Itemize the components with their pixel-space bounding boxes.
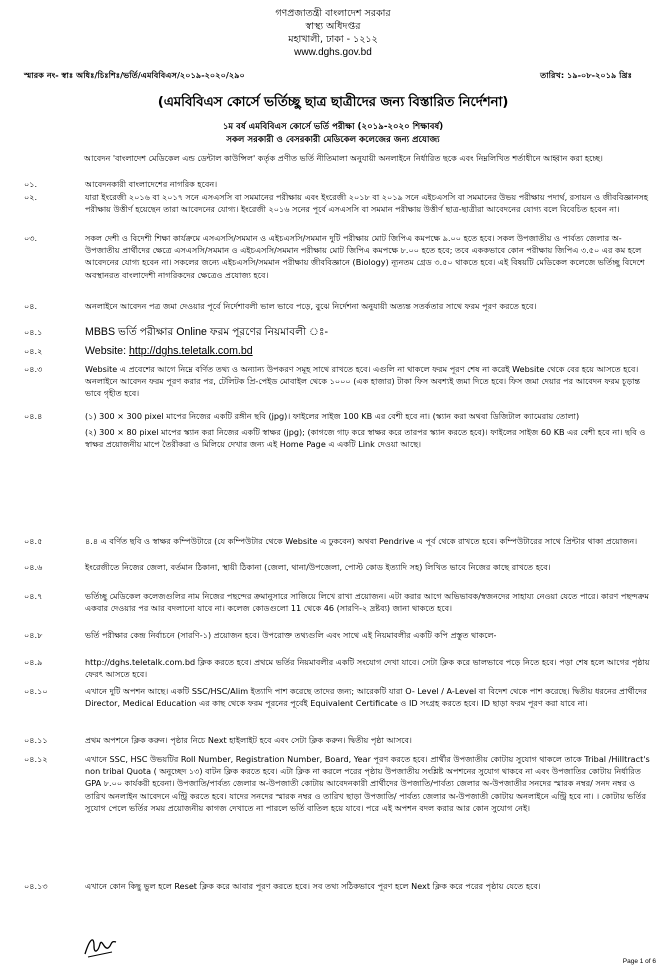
item-number: ০৪.৩ — [24, 364, 43, 374]
item-number: ০৪.৬ — [24, 562, 43, 572]
item-text: এখানে দুটি অপশন আছে। একটি SSC/HSC/Alim ইত্যাদি পাশ করেছে তাদের জন্য; আরেকটি যারা O- Level / A-Level বা বিদেশ থেকে পাশ করেছে। দ্বিতীয় ধরনের প্রার্থীদের Director, Medical Education এর কাছ থেকে ফরম পূরনের পূর্বেই Equivalent Certificate ও ID সংগ্রহ করতে হবে। ID ছাড়া ফরম পূরণ করা যাবে না। — [85, 686, 647, 709]
item-text: Website এ প্রবেশের আগে নিম্নে বর্ণিত তথ্য ও অন্যান্য উপকরণ সমূহ সাথে রাখতে হবে। এগুলি না থাকলে ফরম পূরণ শেষ না করেই Website থেকে বের হয়ে আসতে হবে। অনলাইনে আবেদন ফরম পূরণ করার পর, টেলিটক প্রি-পেইড মোবাইল থেকে ১০০০ (এক হাজার) টাকা ফিস অবশ্যই জমা দিতে হবে। ফিস জমা দেয়ার পর আবেদন ফরম চূড়ান্ত ভাবে গৃহীত হবে। — [85, 364, 641, 399]
item-number: ০৪.৫ — [24, 536, 43, 546]
item-number: ০৩. — [24, 233, 38, 243]
item-number: ০৪.১৩ — [24, 881, 48, 891]
item-text: যারা ইংরেজী ২০১৬ বা ২০১৭ সনে এসএসসি বা সমমানের পরীক্ষায় এবং ইংরেজী ২০১৮ বা ২০১৯ সনে এইচএসসি বা সমমানের উভয় পরীক্ষায় পদার্থ, রসায়ন ও জীববিজ্ঞানসহ পরীক্ষায় উত্তীর্ণ হয়েছেন তারা আবেদনের যোগ্য। ইংরেজী ২০১৬ সনের পূর্বে এসএসসি বা সমমান পরীক্ষায় উত্তীর্ণ ছাত্র-ছাত্রীরা আবেদনের যোগ্য বলে বিবেচিত হবেন না। — [85, 192, 649, 215]
item-number: ০৪.২ — [24, 346, 43, 356]
item-text: ৪.৪ এ বর্ণিত ছবি ও স্বাক্ষর কম্পিউটারে (যে কম্পিউটার থেকে Website এ ঢুকবেন) অথবা Pendrive এ পূর্ব থেকে রাখতে হবে। কম্পিউটারের সাথে প্রিন্টার থাকা প্রয়োজন। — [85, 536, 638, 546]
item-number: ০৪.৮ — [24, 630, 43, 640]
header-address: মহাখালী, ঢাকা - ১২১২ — [288, 34, 378, 45]
document-subtitle-scope: সকল সরকারী ও বেসরকারী মেডিকেল কলেজের জন্য প্রযোজ্য — [226, 135, 440, 145]
item-text: আবেদনকারী বাংলাদেশের নাগরিক হবেন। — [85, 179, 218, 189]
handwritten-initials — [82, 932, 122, 960]
item-number: ০৪.১১ — [24, 735, 48, 745]
item-number: ০৪.১২ — [24, 754, 48, 764]
item-number: ০৪. — [24, 301, 38, 311]
photo-requirement: (১) 300 × 300 pixel মাপের নিজের একটি রঙ্গীন ছবি (jpg)। ফাইলের সাইজ 100 KB এর বেশী হবে না। (স্ক্যান করা অথবা ডিজিটাল ক্যামেরায় তোলা) — [85, 411, 580, 421]
document-subtitle: ১ম বর্ষ এমবিবিএস কোর্সে ভর্তি পরীক্ষা (২০১৯-২০২০ শিক্ষাবর্ষ) — [222, 122, 444, 132]
intro-paragraph: আবেদন 'বাংলাদেশ মেডিকেল এন্ড ডেন্টাল কাউন্সিল' কর্তৃক প্রণীত ভর্তি নীতিমালা অনুযায়ী অনলাইনে নির্ধারিত ছকে এবং নিম্নলিখিত শর্তাধীনে আহ্বান করা হচ্ছে। — [84, 153, 603, 163]
header-government: গণপ্রজাতন্ত্রী বাংলাদেশ সরকার — [275, 8, 391, 19]
item-text: ভর্তিচ্ছু মেডিকেল কলেজগুলির নাম নিজের পছন্দের ক্রমানুসারে সাজিয়ে লিখে রাখা প্রয়োজন। এটা করার আগে অভিভাবক/স্বজনদের সাহায্য নেওয়া যেতে পারে। কারণ পছন্দক্রম একবার দেওয়ার পর আর বদলানো যাবে না। কলেজ কোডগুলো 11 থেকে 46 (সারণি-২ দ্রষ্টব্য) জানা থাকতে হবে। — [85, 591, 650, 614]
item-text: http://dghs.teletalk.com.bd ক্লিক করতে হবে। প্রথমে ভর্তির নিয়মাবলীর একটি সংযোগ দেখা যাবে। সেটা ক্লিক করে ভালভাবে পড়ে নিতে হবে। পড়া শেষ হলে আগের পৃষ্ঠায় ফেরৎ আসতে হবে। — [85, 657, 650, 680]
item-number: ০৪.৭ — [24, 591, 43, 601]
item-text: সকল দেশী ও বিদেশী শিক্ষা কার্যক্রমে এসএসসি/সমমান ও এইচএসসি/সমমান দুটি পরীক্ষায় মোট জিপিএ কমপক্ষে ৯.০০ হতে হবে। সকল উপজাতীয় ও পার্বত্য জেলার অ-উপজাতীয় প্রার্থীদের ক্ষেত্রে এসএসসি/সমমান ও এইচএসসি/সমমান পরীক্ষায় মোট জিপিএ কমপক্ষে ৮.০০ হতে হবে; তবে এককভাবে কোন পরীক্ষায় জিপিএ ৩.৫০ এর কম হলে আবেদনের যোগ্য হবেন না। সকলের জন্যে এইচএসসি/সমমান পরীক্ষায় জীববিজ্ঞানে (Biology) ন্যূনতম গ্রেড ৩.৫০ থাকতে হবে। এই বিষয়টি মেডিকেল কলেজে ভর্তিচ্ছু বিদেশে অবস্থানরত বাংলাদেশী নাগরিকদের ক্ষেত্রেও প্রযোজ্য হবে। — [85, 233, 645, 280]
website-link[interactable]: http://dghs.teletalk.com.bd — [128, 345, 253, 357]
memo-date: তারিখ: ১৯-০৮-২০১৯ খ্রিঃ — [540, 70, 632, 80]
signature-requirement: (২) 300 × 80 pixel মাপের স্ক্যান করা নিজের একটি স্বাক্ষর (jpg); (কাগজে গাঢ় করে স্বাক্ষর করে তারপর স্ক্যান করতে হবে)। ফাইলের সাইজ 60 KB এর বেশী হবে না। ছবি ও স্বাক্ষর প্রয়োজনীয় মাপে তৈরীকরা ও মিলিয়ে দেখার জন্য এই Home Page এ একটি Link দেওয়া আছে। — [85, 427, 646, 450]
item-text: অনলাইনে আবেদন পত্র জমা দেওয়ার পূর্বে নির্দেশাবলী ভাল ভাবে পড়ে, বুঝে নির্দেশনা অনুযায়ী অত্যন্ত সতর্কতার সাথে ফরম পূরণ করতে হবে। — [85, 301, 537, 311]
document-title: (এমবিবিএস কোর্সে ভর্তিচ্ছু ছাত্র ছাত্রীদের জন্য বিস্তারিত নির্দেশনা) — [157, 94, 509, 110]
item-text: প্রথম অপশনে ক্লিক করুন। পৃষ্ঠার নিচে Next হাইলাইট হবে এবং সেটা ক্লিক করুন। দ্বিতীয় পৃষ্ঠা আসবে। — [85, 735, 412, 745]
item-text: MBBS ভর্তি পরীক্ষার Online ফরম পূরণের নিয়মাবলী ঃ- — [85, 326, 329, 338]
page-number: Page 1 of 6 — [622, 958, 656, 965]
item-text: এখানে SSC, HSC উভয়টির Roll Number, Registration Number, Board, Year পূরণ করতে হবে। প্রার্থীর উপজাতীয় কোটায় সুযোগ থাকলে তাকে Tribal /Hilltract's non tribal Quota ( অনুচ্ছেদ ১৩) বাটন ক্লিক করতে হবে। এটা ক্লিক না করলে পরের পৃষ্ঠায় উপজাতীয় সংশ্লিষ্ট অপশনের সুযোগ থাকবে না এবং উপজাতির কোটায় নির্ধারিত GPA ৮.০০ কার্যকরী হবেনা। উপজাতি/পার্বত্য জেলার অ-উপজাতী কোটায় আবেদনকারী প্রার্থীদের উপজাতি/পার্বত্য জেলার অ-উপজাতীর সনদের স্মারক নম্বর/ সনদ নম্বর ও তারিখ অনলাইন আবেদনে এন্ট্রি করতে হবে। যাদের সনদের স্মারক নম্বর ও তারিখ ছাড়া উপজাতি/ পার্বত্য জেলার অ-উপজাতী কোটায় অনলাইনে এন্ট্রি হবে না। । কোটায় ভর্তির সুযোগ পেলে ভর্তির সময় প্রয়োজনীয় কাগজ দেখাতে না পারলে ভর্তি বাতিল হয়ে যাবে। পরে এই অপশন বদল করার আর কোন সুযোগ নেই। — [85, 754, 650, 813]
header-website: www.dghs.gov.bd — [294, 47, 372, 58]
header-directorate: স্বাস্থ্য অধিদপ্তর — [305, 21, 361, 32]
item-text: ভর্তি পরীক্ষার কেন্দ্র নির্বাচনে (সারণি-১) প্রয়োজন হবে। উপরোক্ত তথ্যগুলি এবং সাথে এই নিয়মাবলীর একটি কপি প্রস্তুত থাকলে- — [85, 630, 497, 640]
memo-reference: স্মারক নং- স্বাঃ অধিঃ/চিঃশিঃ/ভর্তি/এমবিবিএস/২০১৯-২০২০/২৯০ — [24, 70, 245, 80]
item-number: ০২. — [24, 192, 38, 202]
item-text: এখানে কোন কিছু ভুল হলে Reset ক্লিক করে আবার পূরণ করতে হবে। সব তথ্য সঠিকভাবে পূরণ হলে Next ক্লিক করে পরের পৃষ্ঠায় যেতে হবে। — [85, 881, 541, 891]
item-number: ০১. — [24, 179, 38, 189]
item-number: ০৪.১০ — [24, 686, 48, 696]
website-label: Website: — [85, 345, 127, 357]
item-number: ০৪.৯ — [24, 657, 43, 667]
item-number: ০৪.১ — [24, 327, 43, 337]
item-number: ০৪.৪ — [24, 411, 43, 421]
item-text: ইংরেজীতে নিজের জেলা, বর্তমান ঠিকানা, স্থায়ী ঠিকানা (জেলা, থানা/উপজেলা, পোস্ট কোড ইত্যাদি সহ) লিখিত ভাবে নিজের কাছে রাখতে হবে। — [85, 562, 551, 572]
